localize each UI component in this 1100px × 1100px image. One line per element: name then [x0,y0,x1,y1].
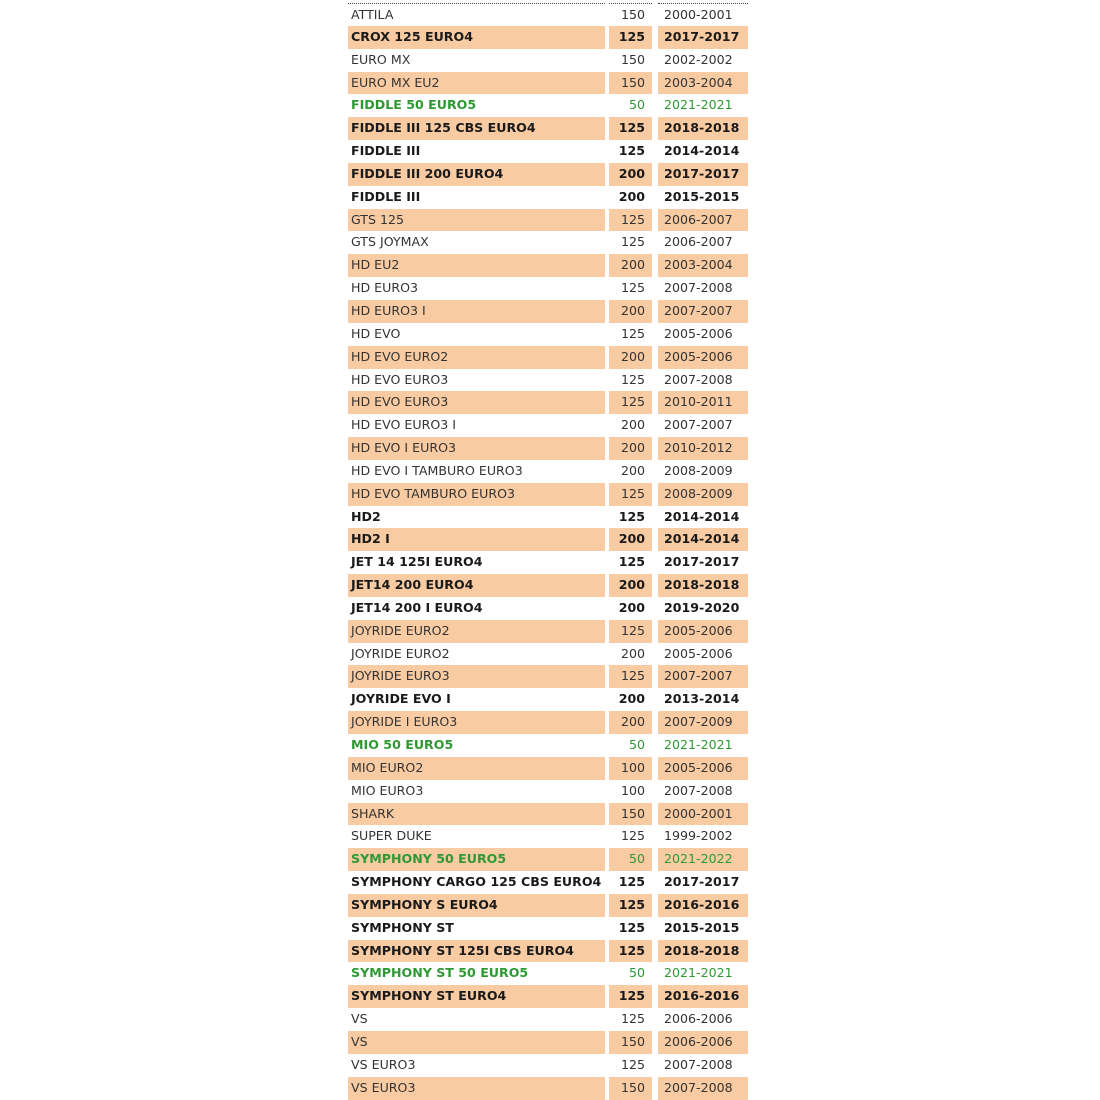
year-range-cell: 2010-2012 [658,437,748,460]
displacement-cell: 200 [609,300,652,323]
model-name-cell: FIDDLE 50 EURO5 [351,97,477,113]
displacement-cell: 200 [618,599,645,615]
displacement-cell: 125 [609,26,652,49]
model-name-cell: HD EU2 [348,254,605,277]
year-range-cell: 2005-2006 [664,325,733,341]
year-range-cell: 2021-2021 [664,97,733,113]
year-range-cell: 2006-2006 [658,1031,748,1054]
model-name-cell: HD EVO [351,325,401,341]
year-range-cell: 2008-2009 [664,462,733,478]
displacement-cell: 125 [618,508,645,524]
displacement-cell: 200 [609,254,652,277]
displacement-cell: 200 [609,437,652,460]
year-range-cell: 2021-2021 [664,965,733,981]
model-name-cell: HD2 I [348,528,605,551]
displacement-cell: 125 [609,985,652,1008]
year-range-cell: 2007-2009 [658,711,748,734]
year-range-cell: 2007-2007 [664,417,733,433]
displacement-cell: 200 [620,462,645,478]
model-name-cell: VS EURO3 [351,1056,416,1072]
model-name-cell: CROX 125 EURO4 [348,26,605,49]
model-name-cell: FIDDLE III 200 EURO4 [348,163,605,186]
model-name-cell: SYMPHONY ST 125I CBS EURO4 [348,940,605,963]
model-name-cell: FIDDLE III [351,188,421,204]
model-name-cell: HD EVO EURO3 I [351,417,457,433]
model-name-cell: GTS JOYMAX [351,234,429,250]
model-name-cell: EURO MX [351,51,411,67]
year-range-cell: 1999-2002 [664,828,733,844]
model-name-cell: SYMPHONY CARGO 125 CBS EURO4 [351,874,602,890]
year-range-cell: 2005-2006 [658,620,748,643]
year-range-cell: 2000-2001 [658,803,748,826]
year-range-cell: 2007-2007 [658,300,748,323]
displacement-cell: 200 [618,188,645,204]
model-name-cell: SYMPHONY S EURO4 [348,894,605,917]
displacement-cell: 150 [620,51,645,67]
model-name-cell: JOYRIDE EURO2 [348,620,605,643]
year-range-cell: 2003-2004 [658,72,748,95]
year-range-cell: 2006-2007 [664,234,733,250]
model-name-cell: SHARK [348,803,605,826]
model-name-cell: VS [348,1031,605,1054]
model-name-cell: HD EVO TAMBURO EURO3 [348,483,605,506]
model-name-cell: MIO EURO3 [351,782,424,798]
displacement-cell: 100 [609,757,652,780]
model-name-cell: JOYRIDE I EURO3 [348,711,605,734]
year-range-cell: 2010-2011 [658,391,748,414]
year-range-cell: 2005-2006 [658,757,748,780]
displacement-cell: 125 [609,209,652,232]
model-name-cell: EURO MX EU2 [348,72,605,95]
year-range-cell: 2000-2001 [658,3,748,26]
model-name-cell: JET14 200 EURO4 [348,574,605,597]
year-range-cell: 2014-2014 [664,508,740,524]
model-name-cell: ATTILA [348,3,605,26]
year-range-cell: 2016-2016 [658,894,748,917]
year-range-cell: 2021-2021 [664,737,733,752]
model-name-cell: SYMPHONY ST [351,919,454,935]
displacement-cell: 125 [620,234,645,250]
model-name-cell: SYMPHONY ST EURO4 [348,985,605,1008]
displacement-cell: 125 [620,828,645,844]
displacement-cell: 50 [628,965,645,981]
displacement-cell: 125 [609,940,652,963]
displacement-cell: 125 [620,1056,645,1072]
year-range-cell: 2007-2008 [664,371,733,387]
displacement-cell: 150 [609,72,652,95]
year-range-cell: 2015-2015 [664,919,740,935]
model-name-cell: JET14 200 I EURO4 [351,599,483,615]
displacement-cell: 125 [609,894,652,917]
year-range-cell: 2007-2008 [658,1077,748,1100]
year-range-cell: 2002-2002 [664,51,733,67]
year-range-cell: 2019-2020 [664,599,740,615]
year-range-cell: 2007-2007 [658,665,748,688]
model-name-cell: GTS 125 [348,209,605,232]
model-name-cell: HD EVO I TAMBURO EURO3 [351,462,523,478]
year-range-cell: 2021-2022 [658,848,748,871]
year-range-cell: 2007-2008 [664,1056,733,1072]
displacement-cell: 125 [620,1011,645,1027]
displacement-cell: 125 [620,280,645,296]
model-name-cell: SYMPHONY ST 50 EURO5 [351,965,529,981]
model-name-cell: JOYRIDE EVO I [351,691,451,707]
displacement-cell: 200 [609,711,652,734]
model-name-cell: VS EURO3 [348,1077,605,1100]
year-range-cell: 2008-2009 [658,483,748,506]
model-name-cell: HD EVO EURO3 [351,371,449,387]
year-range-cell: 2014-2014 [664,143,740,159]
model-name-cell: HD EURO3 I [348,300,605,323]
model-name-cell: SYMPHONY 50 EURO5 [348,848,605,871]
model-name-cell: JET 14 125I EURO4 [351,554,483,570]
displacement-cell: 50 [628,97,645,113]
displacement-cell: 200 [620,417,645,433]
displacement-cell: 125 [609,391,652,414]
model-name-cell: FIDDLE III [351,143,421,159]
year-range-cell: 2005-2006 [658,346,748,369]
displacement-cell: 200 [609,528,652,551]
displacement-cell: 100 [620,782,645,798]
year-range-cell: 2015-2015 [664,188,740,204]
year-range-cell: 2005-2006 [664,645,733,661]
displacement-cell: 125 [609,117,652,140]
model-name-cell: JOYRIDE EURO3 [348,665,605,688]
displacement-cell: 125 [618,554,645,570]
model-name-cell: HD EVO I EURO3 [348,437,605,460]
year-range-cell: 2017-2017 [664,874,740,890]
displacement-cell: 125 [620,325,645,341]
year-range-cell: 2014-2014 [658,528,748,551]
year-range-cell: 2013-2014 [664,691,740,707]
year-range-cell: 2018-2018 [658,574,748,597]
displacement-cell: 200 [609,574,652,597]
year-range-cell: 2017-2017 [658,163,748,186]
model-name-cell: JOYRIDE EURO2 [351,645,450,661]
displacement-cell: 150 [609,1077,652,1100]
displacement-cell: 125 [609,620,652,643]
year-range-cell: 2018-2018 [658,940,748,963]
year-range-cell: 2018-2018 [658,117,748,140]
displacement-cell: 125 [618,874,645,890]
model-name-cell: HD EVO EURO2 [348,346,605,369]
displacement-cell: 200 [620,645,645,661]
year-range-cell: 2007-2008 [664,280,733,296]
displacement-cell: 150 [609,3,652,26]
vehicle-model-table [348,3,748,1100]
displacement-cell: 200 [609,346,652,369]
year-range-cell: 2017-2017 [658,26,748,49]
model-name-cell: HD EURO3 [351,280,419,296]
model-name-cell: HD2 [351,508,381,524]
displacement-cell: 125 [618,143,645,159]
displacement-cell: 50 [628,737,645,752]
model-name-cell: VS [351,1011,368,1027]
displacement-cell: 200 [609,163,652,186]
displacement-cell: 150 [609,803,652,826]
displacement-cell: 150 [609,1031,652,1054]
displacement-cell: 125 [609,665,652,688]
displacement-cell: 125 [618,919,645,935]
displacement-cell: 200 [618,691,645,707]
displacement-cell: 50 [609,848,652,871]
model-name-cell: MIO 50 EURO5 [351,737,454,752]
displacement-cell: 125 [609,483,652,506]
year-range-cell: 2016-2016 [658,985,748,1008]
model-name-cell: SUPER DUKE [351,828,432,844]
year-range-cell: 2003-2004 [658,254,748,277]
model-name-cell: FIDDLE III 125 CBS EURO4 [348,117,605,140]
year-range-cell: 2017-2017 [664,554,740,570]
model-name-cell: MIO EURO2 [348,757,605,780]
year-range-cell: 2006-2006 [664,1011,733,1027]
year-range-cell: 2006-2007 [658,209,748,232]
model-name-cell: HD EVO EURO3 [348,391,605,414]
displacement-cell: 125 [620,371,645,387]
year-range-cell: 2007-2008 [664,782,733,798]
